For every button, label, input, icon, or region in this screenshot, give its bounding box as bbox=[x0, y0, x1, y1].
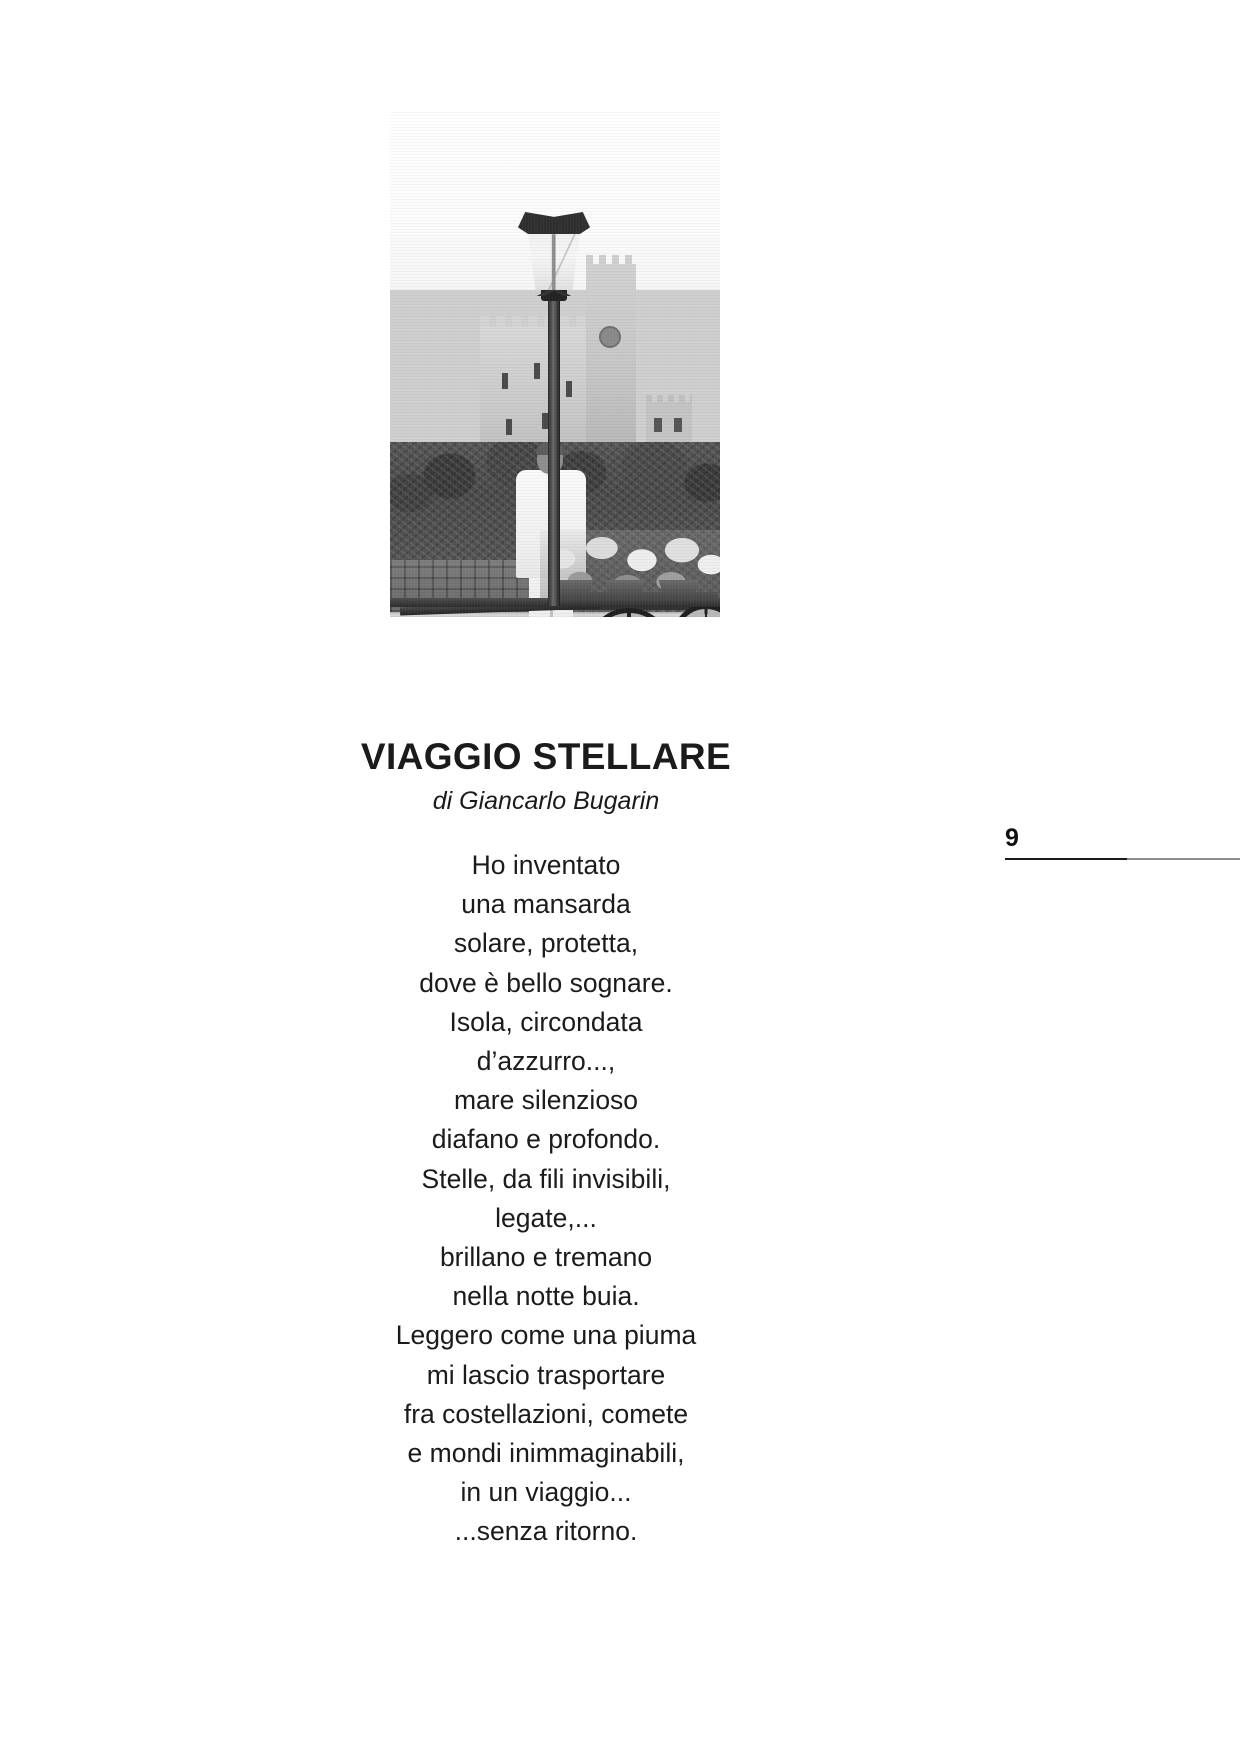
poem-line: fra costellazioni, comete bbox=[403, 1398, 689, 1429]
photo-canvas bbox=[390, 112, 720, 617]
page-number: 9 bbox=[1005, 824, 1019, 852]
outbuilding-window bbox=[674, 418, 682, 432]
poem-line: Ho inventato bbox=[471, 850, 621, 880]
poem-body bbox=[0, 846, 1240, 1552]
folio-rule bbox=[1005, 858, 1240, 860]
poem-byline: di Giancarlo Bugarin bbox=[432, 787, 660, 815]
poem-line: e mondi inimmaginabili, bbox=[407, 1438, 685, 1469]
poem-line: mi lascio trasportare bbox=[426, 1359, 666, 1390]
castle-window bbox=[534, 363, 540, 379]
poem-title: VIAGGIO STELLARE bbox=[360, 736, 732, 777]
poem-line: Isola, circondata bbox=[449, 1006, 643, 1037]
poem-line: d’azzurro..., bbox=[476, 1046, 616, 1077]
tower-clock-icon bbox=[599, 326, 621, 348]
castle-crenellations bbox=[480, 316, 598, 327]
poem-line: legate,... bbox=[495, 1202, 597, 1233]
poem-line: una mansarda bbox=[461, 889, 631, 920]
castle-window bbox=[566, 381, 572, 397]
castle-window bbox=[502, 373, 508, 389]
poem-line: mare silenzioso bbox=[453, 1085, 639, 1116]
poem-photograph bbox=[390, 112, 720, 617]
clock-tower-icon bbox=[586, 264, 636, 469]
poem-line: in un viaggio... bbox=[460, 1477, 632, 1508]
poem-line: Leggero come una piuma bbox=[395, 1320, 697, 1351]
poem-line: diafano e profondo. bbox=[431, 1124, 661, 1155]
poem-line: dove è bello sognare. bbox=[419, 967, 673, 998]
tower-crenellations bbox=[586, 255, 636, 264]
street-lamp-pole bbox=[548, 294, 560, 606]
poem-line: nella notte buia. bbox=[452, 1281, 640, 1312]
poem-line: solare, protetta, bbox=[453, 928, 639, 959]
poem-line: ...senza ritorno. bbox=[454, 1516, 638, 1547]
folio bbox=[980, 826, 1240, 860]
poem-line: brillano e tremano bbox=[439, 1242, 653, 1273]
outbuilding-window bbox=[654, 418, 662, 432]
outbuilding-crenellations bbox=[646, 395, 692, 402]
castle-window bbox=[506, 419, 512, 435]
poem-line: Stelle, da fili invisibili, bbox=[421, 1163, 671, 1194]
